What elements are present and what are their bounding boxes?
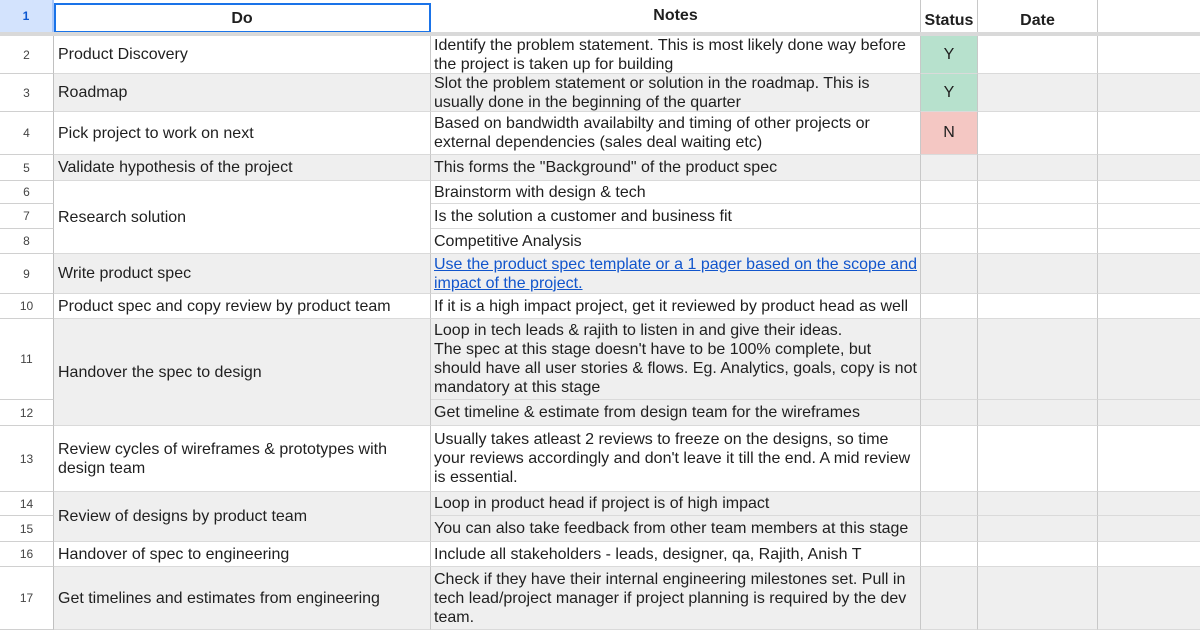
date-cell[interactable] (978, 516, 1098, 542)
date-cell[interactable] (978, 229, 1098, 254)
date-cell[interactable] (978, 492, 1098, 516)
date-cell[interactable] (978, 426, 1098, 492)
notes-cell[interactable]: Is the solution a customer and business fit (431, 204, 921, 229)
date-cell[interactable] (978, 254, 1098, 294)
notes-cell[interactable]: Based on bandwidth availabilty and timing of other projects or external dependencies (sales deal waiting etc) (431, 112, 921, 155)
do-cell[interactable]: Handover the spec to design (54, 319, 431, 426)
notes-cell[interactable]: Brainstorm with design & tech (431, 181, 921, 204)
date-cell[interactable] (978, 112, 1098, 155)
row-header[interactable]: 16 (0, 542, 54, 567)
do-cell[interactable]: Research solution (54, 181, 431, 254)
date-cell[interactable] (978, 400, 1098, 426)
row-header[interactable]: 4 (0, 112, 54, 155)
do-cell[interactable]: Product Discovery (54, 36, 431, 74)
date-cell[interactable] (978, 542, 1098, 567)
row-header[interactable]: 9 (0, 254, 54, 294)
status-cell[interactable] (921, 155, 978, 181)
row-header[interactable]: 12 (0, 400, 54, 426)
row-header[interactable]: 5 (0, 155, 54, 181)
row-header[interactable]: 3 (0, 74, 54, 112)
empty-cell[interactable] (1098, 319, 1200, 400)
row-header[interactable]: 13 (0, 426, 54, 492)
date-cell[interactable] (978, 36, 1098, 74)
column-header-status[interactable]: Status (921, 0, 978, 33)
notes-cell[interactable]: You can also take feedback from other team members at this stage (431, 516, 921, 542)
empty-cell[interactable] (1098, 294, 1200, 319)
status-cell[interactable] (921, 567, 978, 630)
notes-cell[interactable] (431, 254, 921, 294)
notes-cell[interactable]: This forms the "Background" of the product spec (431, 155, 921, 181)
empty-cell[interactable] (1098, 36, 1200, 74)
notes-cell[interactable]: Loop in product head if project is of high impact (431, 492, 921, 516)
empty-cell[interactable] (1098, 229, 1200, 254)
do-cell[interactable]: Pick project to work on next (54, 112, 431, 155)
column-header-date[interactable]: Date (978, 0, 1098, 33)
empty-cell[interactable] (1098, 254, 1200, 294)
notes-line: Loop in tech leads & rajith to listen in and give their ideas. (434, 322, 843, 339)
empty-cell[interactable] (1098, 204, 1200, 229)
notes-cell[interactable]: If it is a high impact project, get it reviewed by product head as well (431, 294, 921, 319)
notes-cell[interactable]: Slot the problem statement or solution in the roadmap. This is usually done in the beginning of the quarter (431, 74, 921, 112)
date-cell[interactable] (978, 181, 1098, 204)
empty-cell[interactable] (1098, 492, 1200, 516)
date-cell[interactable] (978, 567, 1098, 630)
empty-cell[interactable] (1098, 516, 1200, 542)
empty-cell[interactable] (1098, 426, 1200, 492)
notes-cell[interactable]: Include all stakeholders - leads, designer, qa, Rajith, Anish T (431, 542, 921, 567)
date-cell[interactable] (978, 74, 1098, 112)
row-header[interactable]: 11 (0, 319, 54, 400)
spec-template-link[interactable]: Use the product spec template or a 1 pager based on the scope and impact of the project. (434, 255, 917, 292)
do-cell[interactable]: Handover of spec to engineering (54, 542, 431, 567)
do-cell[interactable]: Validate hypothesis of the project (54, 155, 431, 181)
notes-cell[interactable]: Identify the problem statement. This is most likely done way before the project is taken up for building (431, 36, 921, 74)
notes-cell[interactable]: Check if they have their internal engineering milestones set. Pull in tech lead/project manager if project planning is required by the dev team. (431, 567, 921, 630)
status-cell[interactable] (921, 229, 978, 254)
row-header[interactable]: 15 (0, 516, 54, 542)
status-cell-yes[interactable]: Y (921, 74, 978, 112)
status-cell[interactable] (921, 294, 978, 319)
row-header[interactable]: 6 (0, 181, 54, 204)
do-cell[interactable]: Product spec and copy review by product team (54, 294, 431, 319)
do-cell[interactable]: Review cycles of wireframes & prototypes with design team (54, 426, 431, 492)
row-header[interactable]: 10 (0, 294, 54, 319)
empty-cell[interactable] (1098, 542, 1200, 567)
empty-cell[interactable] (1098, 400, 1200, 426)
status-cell[interactable] (921, 542, 978, 567)
status-cell-yes[interactable]: Y (921, 36, 978, 74)
empty-cell[interactable] (1098, 112, 1200, 155)
status-cell[interactable] (921, 400, 978, 426)
date-cell[interactable] (978, 294, 1098, 319)
row-header[interactable]: 17 (0, 567, 54, 630)
column-header-do[interactable]: Do (54, 3, 431, 33)
status-cell[interactable] (921, 254, 978, 294)
column-header-notes[interactable]: Notes (431, 0, 921, 33)
row-header[interactable]: 14 (0, 492, 54, 516)
notes-cell[interactable]: Get timeline & estimate from design team for the wireframes (431, 400, 921, 426)
date-cell[interactable] (978, 155, 1098, 181)
status-cell-no[interactable]: N (921, 112, 978, 155)
notes-cell[interactable]: Usually takes atleast 2 reviews to freeze on the designs, so time your reviews accordingly and don't leave it till the end. A mid review is essential. (431, 426, 921, 492)
status-cell[interactable] (921, 426, 978, 492)
row-header[interactable]: 8 (0, 229, 54, 254)
empty-cell[interactable] (1098, 567, 1200, 630)
do-cell[interactable]: Get timelines and estimates from engineering (54, 567, 431, 630)
empty-cell[interactable] (1098, 155, 1200, 181)
status-cell[interactable] (921, 181, 978, 204)
notes-cell[interactable]: Competitive Analysis (431, 229, 921, 254)
notes-line: The spec at this stage doesn't have to be 100% complete, but should have all user stories & flows. Eg. Analytics, goals, copy is not mandatory at this stage (434, 341, 917, 396)
empty-cell[interactable] (1098, 181, 1200, 204)
do-cell[interactable]: Write product spec (54, 254, 431, 294)
date-cell[interactable] (978, 204, 1098, 229)
status-cell[interactable] (921, 204, 978, 229)
status-cell[interactable] (921, 319, 978, 400)
empty-cell[interactable] (1098, 74, 1200, 112)
do-cell[interactable]: Roadmap (54, 74, 431, 112)
notes-cell[interactable] (431, 319, 921, 400)
date-cell[interactable] (978, 319, 1098, 400)
row-header-1[interactable]: 1 (0, 0, 54, 33)
do-cell[interactable]: Review of designs by product team (54, 492, 431, 542)
row-header[interactable]: 2 (0, 36, 54, 74)
status-cell[interactable] (921, 492, 978, 516)
empty-header-cell[interactable] (1098, 0, 1200, 33)
status-cell[interactable] (921, 516, 978, 542)
row-header[interactable]: 7 (0, 204, 54, 229)
